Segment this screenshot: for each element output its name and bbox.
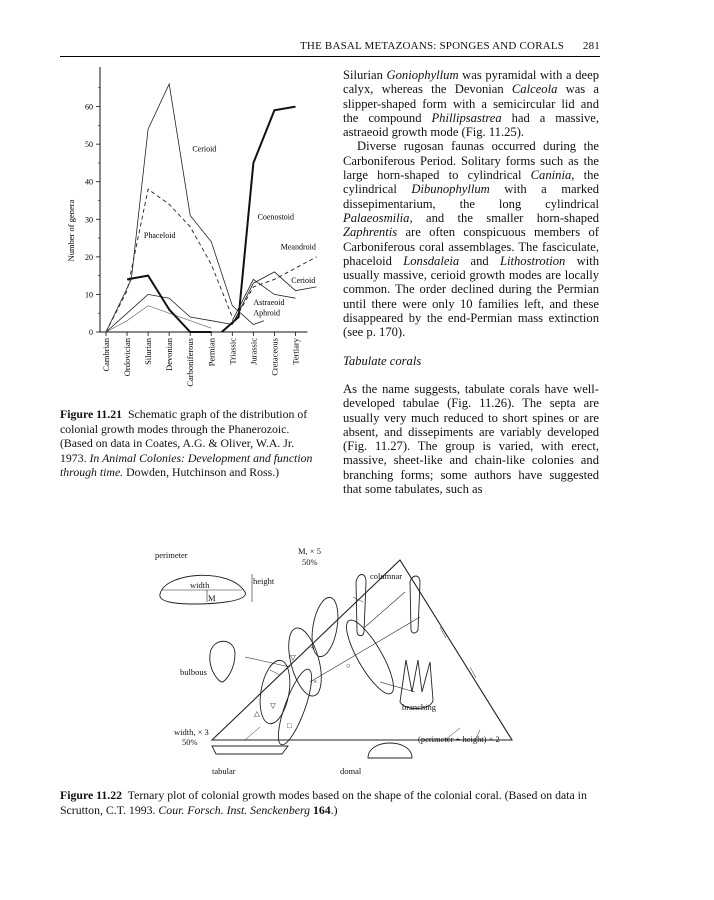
body-column: [343, 68, 599, 496]
series-label-cerioid2: Cerioid: [291, 276, 316, 286]
x-tick-label: Silurian: [143, 338, 154, 365]
chart-axes: [66, 67, 307, 387]
y-tick-label: 20: [85, 252, 93, 262]
series-label-phaceloid: Phaceloid: [143, 231, 176, 241]
series-label-astraeoid: Astraeoid: [253, 297, 285, 307]
paragraph-2: Diverse rugosan faunas occurred during the Carboniferous Period. Solitary forms such as the large horn-shaped to cylindrical Caninia, the cylindrical Dibunophyllum with a marked dissepimentarium, the long cylindrical Palaeosmilia, and the smaller horn-shaped Zaphrentis are often conspicuous members of Carboniferous coral assemblages. The fasciculate, phaceloid Lonsdaleia and Lithostrotion with usually massive, cerioid growth modes are locally common. The order declined during the Permian until there were only 10 families left, and these disappeared by the end-Permian mass extinction (see p. 170).: [343, 139, 600, 340]
running-head: [300, 40, 600, 52]
figure-11-21-chart: [60, 62, 330, 402]
ternary-symbol-triangle-down-2: ▽: [270, 701, 276, 710]
tabular-shape: [212, 746, 288, 754]
x-tick-label: Cambrian: [101, 338, 111, 372]
x-tick-label: Cretaceous: [269, 338, 280, 376]
label-tabular: tabular: [212, 766, 236, 776]
y-axis-label: Number of genera: [66, 199, 76, 262]
chart-series: [106, 84, 317, 332]
ternary-symbol-triangle-down: ▽: [290, 653, 296, 662]
series-label-meandroid: Meandroid: [280, 242, 316, 252]
ternary-symbol-square: □: [287, 721, 292, 730]
figure-11-22-ternary: [150, 542, 570, 782]
fig21-text1: Schematic graph of the distribution of colonial growth modes through the Phanerozoic. (Based on data in Coates, A.G. & Oliver, W.A. Jr. 1973.: [60, 407, 308, 465]
figure-11-22-caption: [60, 788, 605, 817]
label-width: width: [190, 580, 210, 590]
domal-shape: [368, 743, 412, 758]
x-tick-label: Tertiary: [290, 338, 301, 365]
series-label-aphroid: Aphroid: [253, 308, 281, 318]
label-top-pct: 50%: [302, 557, 318, 567]
label-width-x3: width, × 3: [174, 727, 209, 737]
ternary-symbol-circle: ○: [346, 661, 351, 670]
figure-11-21-caption: [60, 407, 322, 480]
bulbous-shape: [210, 641, 235, 682]
x-tick-label: Devonian: [164, 338, 175, 372]
fig21-italic: In Animal Colonies: Development and function through time.: [60, 450, 313, 480]
x-tick-label: Triassic: [227, 338, 238, 365]
label-bulbous: bulbous: [180, 667, 207, 677]
label-top: M, × 5: [298, 546, 321, 556]
x-tick-label: Permian: [206, 338, 217, 367]
series-line-aphroid: [106, 306, 211, 332]
header-rule: [60, 56, 600, 57]
label-height: height: [253, 576, 275, 586]
columnar-shape: [356, 575, 366, 636]
label-perimeter: perimeter: [155, 550, 188, 560]
paragraph-3: As the name suggests, tabulate corals have well-developed tabulae (Fig. 11.26). The septa are usually very much reduced to short spines or are absent, and dissepiments are variably developed (Fig. 11.27). The group is varied, with erect, massive, sheet-like and chain-like colonies and branching forms; some authors have suggested that some tabulates, such as: [343, 381, 599, 497]
section-heading: Tabulate corals: [343, 353, 422, 368]
fig22-label: Figure 11.22: [60, 788, 123, 802]
ternary-symbol-triangle-up: △: [254, 709, 260, 718]
y-tick-label: 60: [85, 102, 93, 112]
x-tick-label: Ordovician: [122, 338, 133, 377]
label-m: M: [208, 593, 216, 603]
fig21-text2: Dowden, Hutchinson and Ross.): [126, 465, 280, 480]
fig22-text2: .): [330, 802, 338, 817]
label-left-pct: 50%: [182, 737, 198, 747]
fig21-label: Figure 11.21: [60, 407, 123, 421]
fig22-bold: 164: [312, 802, 331, 817]
paragraph-1: Silurian Goniophyllum was pyramidal with a deep calyx, whereas the Devonian Calceola was a slipper-shaped form with a semicircular lid and the compound Phillipsastrea had a massive, astraeoid growth mode (Fig. 11.25).: [343, 68, 600, 140]
y-tick-label: 30: [85, 215, 93, 225]
label-domal: domal: [340, 766, 362, 776]
page-number: 281: [582, 40, 600, 52]
y-tick-label: 50: [85, 140, 93, 150]
label-perimeter-height: (perimeter + height) × 2: [418, 734, 500, 744]
ternary-symbol-cross: ×: [313, 677, 318, 686]
y-tick-label: 40: [85, 177, 93, 187]
ternary-symbol-plus: +: [310, 643, 315, 652]
x-tick-label: Jurassic: [248, 338, 259, 365]
chart-labels: [144, 145, 316, 318]
y-tick-label: 0: [89, 328, 93, 337]
header-title: THE BASAL METAZOANS: SPONGES AND CORALS: [300, 40, 565, 52]
series-label-cerioid: Cerioid: [192, 144, 217, 154]
label-columnar: columnar: [370, 571, 403, 581]
label-branching: branching: [402, 702, 436, 712]
fig22-text1: Ternary plot of colonial growth modes based on the shape of the colonial coral. (Based on data in Scrutton, C.T. 1993.: [60, 788, 587, 817]
y-tick-label: 10: [85, 290, 93, 300]
fig22-italic: Cour. Forsch. Inst. Senckenberg: [158, 802, 311, 817]
series-label-coenostoid: Coenostoid: [257, 212, 295, 222]
x-tick-label: Carboniferous: [185, 338, 196, 387]
